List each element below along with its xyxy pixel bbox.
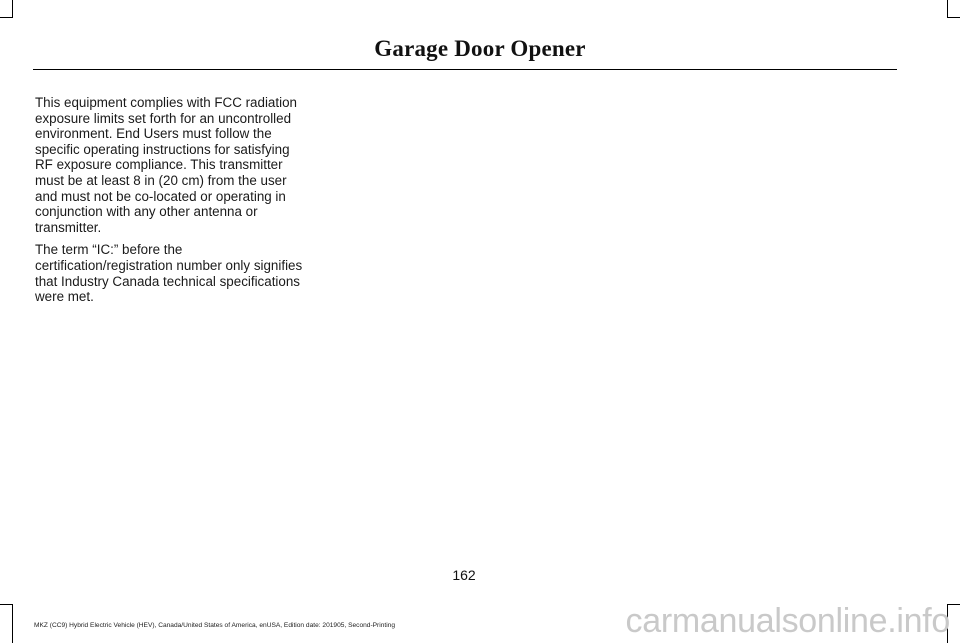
edition-footer: MKZ (CC9) Hybrid Electric Vehicle (HEV), Canada/United States of America, enUSA, Edition date: 201905, Second-Printing (34, 622, 395, 629)
crop-mark-bottom-left-horizontal (0, 604, 13, 605)
header-divider (33, 69, 897, 70)
crop-mark-top-right-vertical (947, 0, 948, 17)
paragraph-ic-term: The term “IC:” before the certification/registration number only signifies that Industry Canada technical specifications were met. (35, 242, 303, 305)
body-column (35, 95, 307, 312)
watermark: carmanualsonline.info (625, 602, 950, 640)
page-number: 162 (452, 567, 476, 583)
crop-mark-bottom-left-vertical (12, 604, 13, 643)
crop-mark-top-left-horizontal (0, 17, 13, 18)
crop-mark-top-right-horizontal (947, 17, 960, 18)
paragraph-fcc-exposure: This equipment complies with FCC radiation exposure limits set forth for an uncontrolled environment. End Users must follow the specific operating instructions for satisfying RF exposure compliance. This transmitter must be at least 8 in (20 cm) from the user and must not be co-located or operating in conjunction with any other antenna or transmitter. (35, 95, 297, 235)
page-title: Garage Door Opener (374, 36, 586, 61)
crop-mark-top-left-vertical (12, 0, 13, 17)
